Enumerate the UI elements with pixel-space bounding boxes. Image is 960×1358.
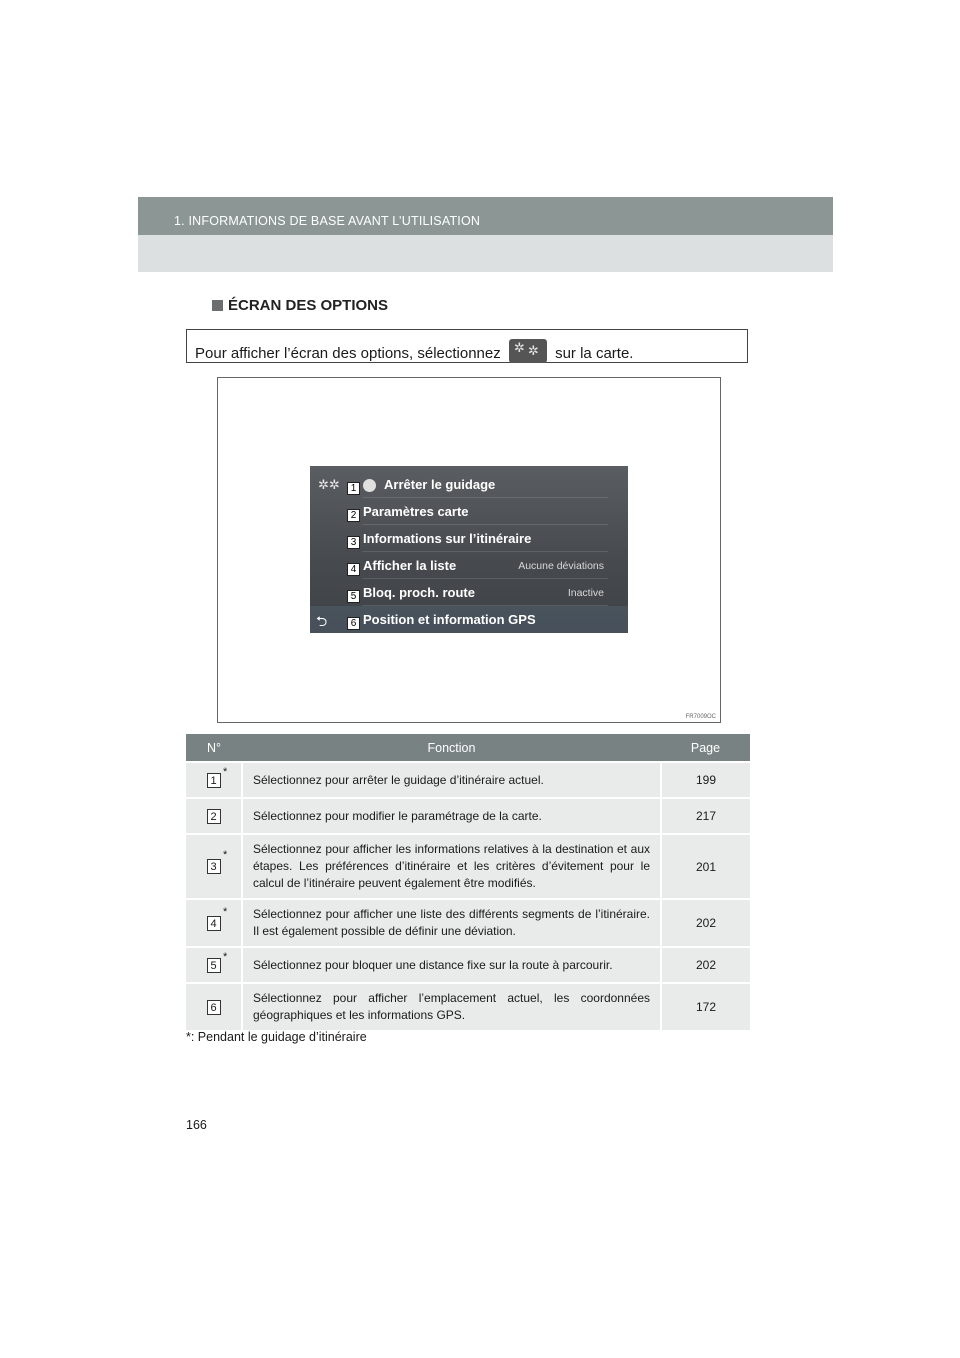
screen-row-label: Paramètres carte	[363, 504, 469, 519]
row-num-box: 2	[207, 809, 221, 824]
asterisk: *	[223, 906, 228, 918]
table-row	[186, 834, 750, 899]
function-table	[186, 734, 750, 1030]
callout-6: 6	[347, 617, 360, 630]
row-num-cell	[186, 947, 242, 983]
row-function: Sélectionnez pour bloquer une distance fixe sur la route à parcourir.	[242, 947, 661, 983]
instruction-text-before: Pour afficher l’écran des options, sélectionnez	[195, 345, 501, 362]
asterisk: *	[223, 951, 228, 963]
row-num-cell	[186, 834, 242, 899]
table-row	[186, 798, 750, 834]
col-header-fonction: Fonction	[242, 734, 661, 762]
row-num-cell	[186, 899, 242, 947]
row-num-box: 1	[207, 773, 221, 788]
page-number: 166	[186, 1118, 207, 1132]
section-title	[212, 297, 388, 314]
callout-4: 4	[347, 563, 360, 576]
options-screen	[310, 466, 628, 633]
asterisk: *	[223, 849, 228, 861]
row-page: 199	[661, 762, 750, 798]
table-row	[186, 762, 750, 798]
row-page: 217	[661, 798, 750, 834]
table-row	[186, 947, 750, 983]
screen-row-label: Arrêter le guidage	[384, 477, 496, 492]
row-page: 202	[661, 947, 750, 983]
screen-row-label: Bloq. proch. route	[363, 585, 475, 600]
table-row	[186, 899, 750, 947]
row-num-cell	[186, 983, 242, 1030]
col-header-num: N°	[186, 734, 242, 762]
screen-row-5[interactable]	[310, 579, 628, 606]
col-header-page: Page	[661, 734, 750, 762]
screen-row-label: Informations sur l’itinéraire	[363, 531, 532, 546]
settings-gear-icon: ✲✲	[318, 477, 340, 492]
screen-row-2[interactable]	[310, 498, 628, 525]
map-icon	[363, 479, 376, 492]
instruction-text-after: sur la carte.	[555, 345, 634, 362]
row-num-cell	[186, 762, 242, 798]
table-header-row	[186, 734, 750, 762]
row-function: Sélectionnez pour arrêter le guidage d’itinéraire actuel.	[242, 762, 661, 798]
chapter-title: 1. INFORMATIONS DE BASE AVANT L’UTILISATION	[174, 214, 481, 228]
callout-3: 3	[347, 536, 360, 549]
table-row	[186, 983, 750, 1030]
asterisk: *	[223, 766, 228, 778]
row-page: 201	[661, 834, 750, 899]
row-num-box: 4	[207, 916, 221, 931]
screen-row-value: Inactive	[567, 587, 604, 599]
screen-row-label: Afficher la liste	[363, 558, 457, 573]
screen-row-6[interactable]	[310, 606, 628, 633]
callout-2: 2	[347, 509, 360, 522]
screen-row-3[interactable]	[310, 525, 628, 552]
row-function: Sélectionnez pour modifier le paramétrage de la carte.	[242, 798, 661, 834]
row-function: Sélectionnez pour afficher une liste des différents segments de l’itinéraire. Il est également possible de définir une déviation.	[242, 899, 661, 947]
back-arrow-icon[interactable]: ⮌	[316, 613, 328, 629]
row-num-box: 6	[207, 1000, 221, 1015]
row-page: 202	[661, 899, 750, 947]
screen-row-value: Aucune déviations	[518, 560, 604, 572]
instruction-box	[186, 329, 748, 363]
callout-5: 5	[347, 590, 360, 603]
bullet-square-icon	[212, 300, 223, 311]
section-title-text: ÉCRAN DES OPTIONS	[228, 297, 389, 314]
row-function: Sélectionnez pour afficher les informations relatives à la destination et aux étapes. Les préférences d’itinéraire et les critères d’évitement pour le calcul de l’itinéraire peuvent également être modifiés.	[242, 834, 661, 899]
callout-1: 1	[347, 482, 360, 495]
screen-row-1[interactable]	[310, 471, 628, 498]
row-page: 172	[661, 983, 750, 1030]
row-num-cell	[186, 798, 242, 834]
screen-row-4[interactable]	[310, 552, 628, 579]
row-function: Sélectionnez pour afficher l’emplacement actuel, les coordonnées géographiques et les informations GPS.	[242, 983, 661, 1030]
footnote: *: Pendant le guidage d’itinéraire	[186, 1030, 367, 1044]
options-gear-icon: ✲ ✲	[509, 339, 547, 363]
header-sub-band	[138, 235, 833, 272]
screen-row-label: Position et information GPS	[363, 612, 536, 627]
row-num-box: 5	[207, 958, 221, 973]
row-num-box: 3	[207, 859, 221, 874]
figure-code: FR7009OC	[685, 714, 716, 720]
